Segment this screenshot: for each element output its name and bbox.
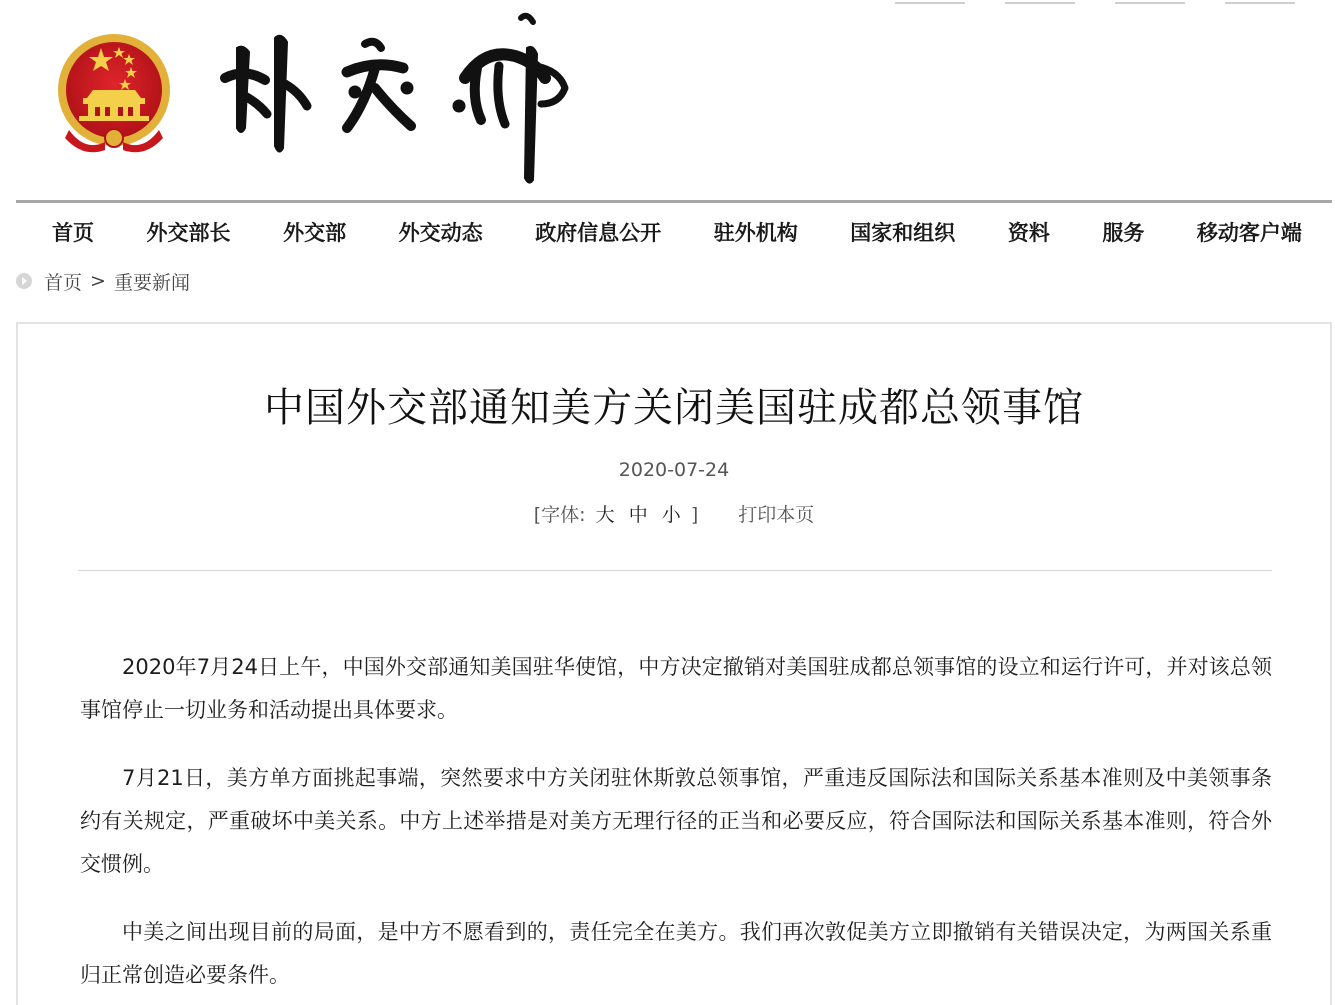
nav-item-resources[interactable]: 资料 — [1007, 221, 1050, 245]
nav-item-home[interactable]: 首页 — [52, 221, 94, 245]
article-paragraph: 中美之间出现目前的局面，是中方不愿看到的，责任完全在美方。我们再次敦促美方立即撤销有关错误决定，为两国关系重归正常创造必要条件。 — [80, 920, 1272, 987]
national-emblem-icon[interactable] — [55, 30, 173, 156]
article-paragraph: 7月21日，美方单方面挑起事端，突然要求中方关闭驻休斯敦总领事馆，严重违反国际法和国际关系基本准则及中美领事条约有关规定，严重破坏中美关系。中方上述举措是对美方无理行径的正当和必要反应，符合国际法和国际关系基本准则，符合外交惯例。 — [80, 766, 1272, 876]
breadcrumb-arrow-icon — [16, 273, 32, 289]
nav-item-services[interactable]: 服务 — [1102, 221, 1145, 245]
breadcrumb — [16, 266, 190, 296]
font-large-button[interactable]: 大 — [595, 504, 615, 526]
breadcrumb-home-link[interactable]: 首页 — [44, 271, 83, 294]
article-date: 2020-07-24 — [618, 459, 730, 481]
nav-item-countries-organizations[interactable]: 国家和组织 — [850, 221, 956, 245]
nav-item-ministry[interactable]: 外交部 — [283, 221, 347, 245]
article-body — [80, 646, 1272, 1005]
font-label-close: ] — [690, 504, 699, 526]
font-label-open: [字体: — [533, 504, 586, 526]
breadcrumb-current-link[interactable]: 重要新闻 — [113, 271, 190, 294]
article-divider — [78, 570, 1272, 571]
article-tools — [18, 500, 1330, 527]
site-header — [0, 0, 1335, 200]
header-divider — [16, 200, 1332, 203]
nav-item-minister[interactable]: 外交部长 — [146, 221, 231, 245]
nav-item-government-info[interactable]: 政府信息公开 — [535, 221, 662, 245]
main-nav — [16, 210, 1332, 254]
nav-item-diplomatic-news[interactable]: 外交动态 — [398, 221, 483, 245]
font-small-button[interactable]: 小 — [661, 504, 681, 526]
font-size-controls — [534, 500, 698, 527]
nav-item-missions-overseas[interactable]: 驻外机构 — [713, 221, 798, 245]
article-title: 中国外交部通知美方关闭美国驻成都总领事馆 — [264, 385, 1084, 431]
article-paragraph: 2020年7月24日上午，中国外交部通知美国驻华使馆，中方决定撤销对美国驻成都总领事馆的设立和运行许可，并对该总领事馆停止一切业务和活动提出具体要求。 — [80, 655, 1272, 722]
print-page-link[interactable]: 打印本页 — [738, 504, 815, 526]
ministry-calligraphy-logo[interactable] — [215, 8, 575, 188]
breadcrumb-separator: > — [90, 270, 106, 292]
nav-item-mobile-client[interactable]: 移动客户端 — [1196, 221, 1302, 245]
article-container — [16, 322, 1332, 1005]
font-medium-button[interactable]: 中 — [628, 504, 648, 526]
